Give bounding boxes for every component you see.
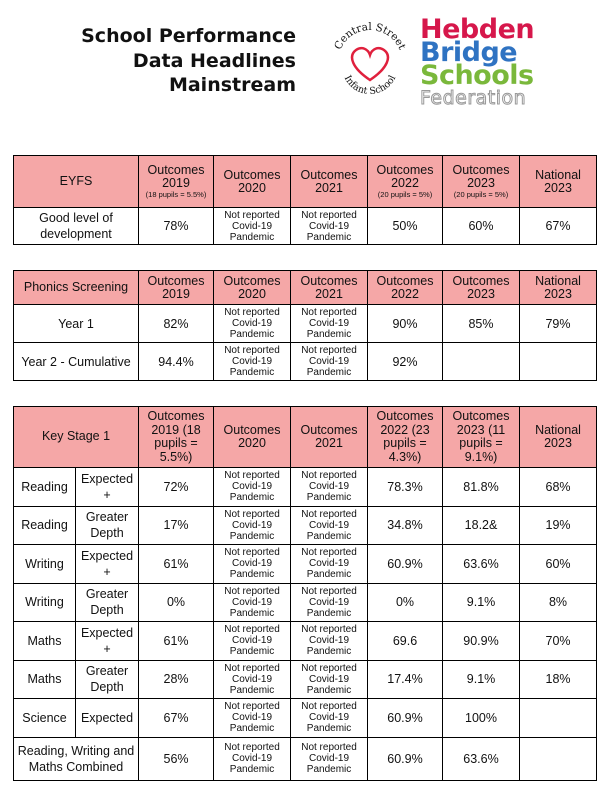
subject-label: Maths (14, 622, 76, 661)
value-2020: Not reported Covid-19 Pandemic (214, 468, 291, 507)
value-2019: 67% (139, 699, 214, 738)
value-2019: 56% (139, 737, 214, 780)
combined-label: Reading, Writing and Maths Combined (14, 737, 139, 780)
table-row (14, 737, 597, 780)
value-national (520, 699, 597, 738)
table-row (14, 545, 597, 584)
value-2020: Not reported Covid-19 Pandemic (214, 343, 291, 381)
subject-label: Maths (14, 660, 76, 699)
value-2023: 9.1% (443, 583, 520, 622)
value-national (520, 737, 597, 780)
ks1-header-2020: Outcomes 2020 (214, 407, 291, 468)
ks1-header-national: National 2023 (520, 407, 597, 468)
value-national: 8% (520, 583, 597, 622)
svg-text:Infant School (342, 74, 399, 98)
central-street-logo (330, 22, 410, 103)
table-row (14, 305, 597, 343)
value-2019: 17% (139, 506, 214, 545)
value-2020: Not reported Covid-19 Pandemic (214, 660, 291, 699)
table-row (14, 208, 597, 245)
value-2019: 72% (139, 468, 214, 507)
logo-top-text: Central Street (332, 22, 408, 52)
level-label: Expected + (76, 622, 139, 661)
value-2021: Not reported Covid-19 Pandemic (291, 583, 368, 622)
value-2021: Not reported Covid-19 Pandemic (291, 699, 368, 738)
value-2022: 60.9% (368, 545, 443, 584)
ks1-header-2019: Outcomes 2019 (18 pupils = 5.5%) (139, 407, 214, 468)
subject-label: Writing (14, 545, 76, 584)
value-2021: Not reported Covid-19 Pandemic (291, 506, 368, 545)
table-row (14, 343, 597, 381)
eyfs-header-national: National 2023 (520, 156, 597, 208)
ks1-header-label: Key Stage 1 (14, 407, 139, 468)
subject-label: Science (14, 699, 76, 738)
value-national: 70% (520, 622, 597, 661)
svg-text:Central Street (332, 22, 408, 52)
value-2019: 82% (139, 305, 214, 343)
level-label: Greater Depth (76, 506, 139, 545)
value-2020: Not reported Covid-19 Pandemic (214, 305, 291, 343)
logo-bridge: Bridge (420, 37, 518, 68)
value-2021: Not reported Covid-19 Pandemic (291, 468, 368, 507)
title-line: Mainstream (168, 74, 296, 96)
value-2021: Not reported Covid-19 Pandemic (291, 343, 368, 381)
eyfs-header-2021: Outcomes 2021 (291, 156, 368, 208)
federation-logo (420, 14, 560, 110)
value-2022: 17.4% (368, 660, 443, 699)
value-2021: Not reported Covid-19 Pandemic (291, 305, 368, 343)
row-label: Year 2 - Cumulative (14, 343, 139, 381)
phonics-header-national: National 2023 (520, 271, 597, 305)
value-2021: Not reported Covid-19 Pandemic (291, 737, 368, 780)
value-2020: Not reported Covid-19 Pandemic (214, 506, 291, 545)
value-2020: Not reported Covid-19 Pandemic (214, 737, 291, 780)
value-2021: Not reported Covid-19 Pandemic (291, 622, 368, 661)
value-2020: Not reported Covid-19 Pandemic (214, 583, 291, 622)
table-row (14, 622, 597, 661)
value-national: 18% (520, 660, 597, 699)
value-2022: 34.8% (368, 506, 443, 545)
value-2022: 69.6 (368, 622, 443, 661)
value-national: 60% (520, 545, 597, 584)
page-title (60, 24, 296, 98)
value-national: 19% (520, 506, 597, 545)
ks1-header-2022: Outcomes 2022 (23 pupils = 4.3%) (368, 407, 443, 468)
value-2023: 60% (443, 208, 520, 245)
value-2019: 61% (139, 545, 214, 584)
logo-federation: Federation (420, 87, 527, 109)
value-2020: Not reported Covid-19 Pandemic (214, 208, 291, 245)
value-2020: Not reported Covid-19 Pandemic (214, 622, 291, 661)
phonics-header-2021: Outcomes 2021 (291, 271, 368, 305)
value-national: 68% (520, 468, 597, 507)
logo-schools: Schools (420, 60, 534, 91)
level-label: Expected + (76, 468, 139, 507)
phonics-table (13, 270, 597, 381)
value-2019: 94.4% (139, 343, 214, 381)
title-line: Data Headlines (132, 49, 296, 72)
value-2023: 18.2& (443, 506, 520, 545)
value-2020: Not reported Covid-19 Pandemic (214, 699, 291, 738)
level-label: Expected + (76, 545, 139, 584)
logo-bottom-text: Infant School (341, 73, 399, 98)
row-label: Good level of development (14, 208, 139, 245)
value-2022: 0% (368, 583, 443, 622)
value-2020: Not reported Covid-19 Pandemic (214, 545, 291, 584)
value-2023 (443, 343, 520, 381)
value-2022: 60.9% (368, 699, 443, 738)
value-2021: Not reported Covid-19 Pandemic (291, 208, 368, 245)
value-2023: 9.1% (443, 660, 520, 699)
eyfs-header-2022: Outcomes 2022 (20 pupils = 5%) (368, 156, 443, 208)
level-label: Expected (76, 699, 139, 738)
value-2019: 28% (139, 660, 214, 699)
eyfs-table (13, 155, 597, 245)
subject-label: Reading (14, 468, 76, 507)
subject-label: Writing (14, 583, 76, 622)
value-2021: Not reported Covid-19 Pandemic (291, 660, 368, 699)
subject-label: Reading (14, 506, 76, 545)
value-2022: 78.3% (368, 468, 443, 507)
title-line: School Performance (81, 25, 296, 47)
value-2021: Not reported Covid-19 Pandemic (291, 545, 368, 584)
table-row (14, 699, 597, 738)
table-row (14, 583, 597, 622)
value-2023: 85% (443, 305, 520, 343)
table-row (14, 468, 597, 507)
phonics-header-2019: Outcomes 2019 (139, 271, 214, 305)
value-2023: 100% (443, 699, 520, 738)
phonics-header-2023: Outcomes 2023 (443, 271, 520, 305)
eyfs-header-2023: Outcomes 2023 (20 pupils = 5%) (443, 156, 520, 208)
value-2022: 50% (368, 208, 443, 245)
phonics-header-2020: Outcomes 2020 (214, 271, 291, 305)
value-2022: 92% (368, 343, 443, 381)
value-national: 67% (520, 208, 597, 245)
eyfs-header-label: EYFS (14, 156, 139, 208)
ks1-table (13, 406, 597, 781)
level-label: Greater Depth (76, 660, 139, 699)
value-2023: 81.8% (443, 468, 520, 507)
value-2019: 0% (139, 583, 214, 622)
logo-hebden: Hebden (420, 14, 535, 45)
value-2023: 90.9% (443, 622, 520, 661)
value-2019: 78% (139, 208, 214, 245)
phonics-header-label: Phonics Screening (14, 271, 139, 305)
eyfs-header-2020: Outcomes 2020 (214, 156, 291, 208)
value-2022: 90% (368, 305, 443, 343)
value-2023: 63.6% (443, 737, 520, 780)
phonics-header-2022: Outcomes 2022 (368, 271, 443, 305)
row-label: Year 1 (14, 305, 139, 343)
level-label: Greater Depth (76, 583, 139, 622)
value-national (520, 343, 597, 381)
ks1-header-2023: Outcomes 2023 (11 pupils = 9.1%) (443, 407, 520, 468)
ks1-header-2021: Outcomes 2021 (291, 407, 368, 468)
table-row (14, 660, 597, 699)
value-national: 79% (520, 305, 597, 343)
value-2019: 61% (139, 622, 214, 661)
value-2023: 63.6% (443, 545, 520, 584)
table-row (14, 506, 597, 545)
value-2022: 60.9% (368, 737, 443, 780)
heart-icon (352, 48, 388, 80)
eyfs-header-2019: Outcomes 2019 (18 pupils = 5.5%) (139, 156, 214, 208)
